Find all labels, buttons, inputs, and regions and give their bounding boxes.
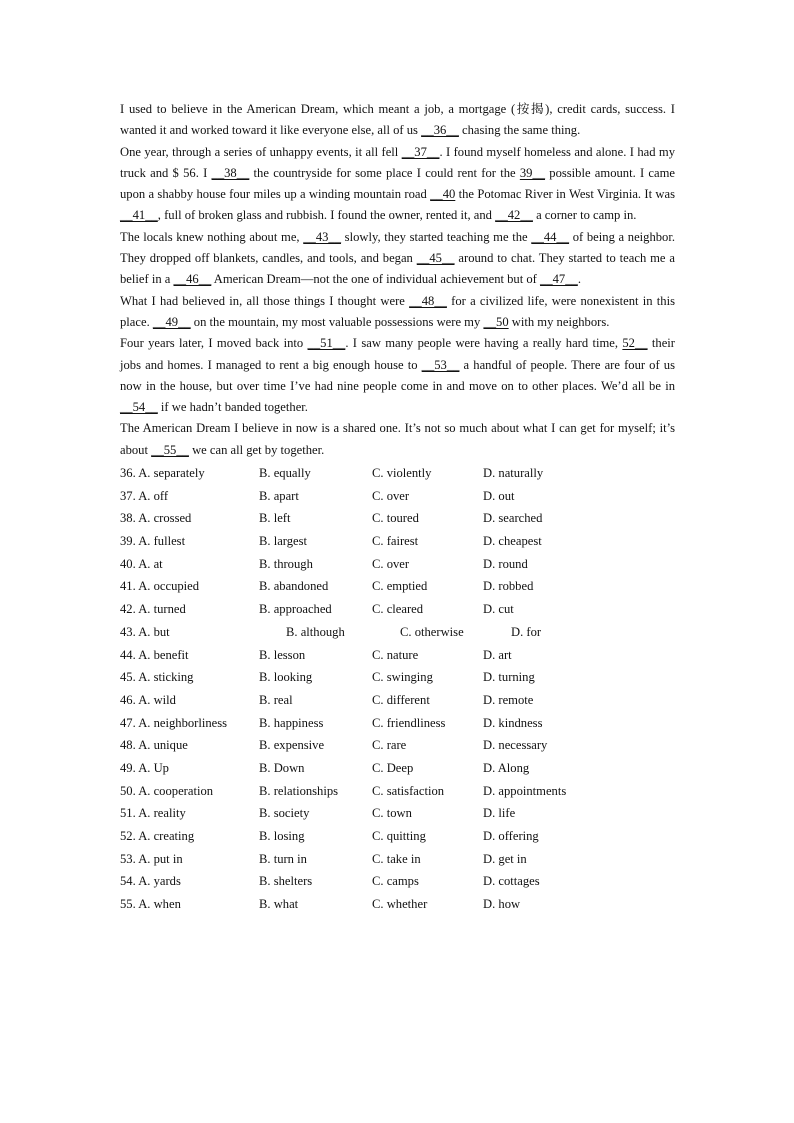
- option-b: B. society: [259, 806, 310, 821]
- option-a: 54. A. yards: [120, 874, 181, 889]
- option-row-52: [120, 825, 675, 848]
- blank-48: __48__: [409, 293, 447, 308]
- option-d: D. robbed: [483, 579, 534, 594]
- option-a: 45. A. sticking: [120, 670, 194, 685]
- passage-text: . I saw many people were having a really hard time,: [345, 336, 623, 351]
- option-c: C. town: [372, 806, 412, 821]
- passage-text: Four years later, I moved back into: [120, 336, 308, 351]
- passage-text: with my neighbors.: [508, 314, 610, 329]
- passage-text: for a civilized life, were nonexistent in this place.: [120, 293, 675, 329]
- blank-42: __42__: [495, 208, 533, 223]
- option-a: 47. A. neighborliness: [120, 715, 228, 730]
- passage-text: of being a neighbor. They dropped off blankets, candles, and tools, and began: [120, 229, 676, 266]
- option-b: B. abandoned: [259, 579, 329, 594]
- option-row-47: [120, 712, 675, 735]
- option-row-43: [120, 621, 675, 644]
- option-a: 41. A. occupied: [120, 579, 200, 594]
- option-c: C. satisfaction: [372, 783, 445, 798]
- passage-text: possible amount. I came upon a shabby house four miles up a winding mountain road: [120, 165, 675, 202]
- option-a: 55. A. when: [120, 897, 181, 912]
- blank-39: 39__: [519, 165, 546, 180]
- option-row-53: [120, 848, 675, 871]
- passage-text: One year, through a series of unhappy events, it all fell: [120, 144, 402, 159]
- option-a: 49. A. Up: [120, 760, 169, 775]
- option-d: D. cottages: [483, 874, 540, 889]
- passage-text: if we hadn’t banded together.: [157, 400, 308, 415]
- passage-text: American Dream—not the one of individual achievement but of: [211, 272, 541, 287]
- option-d: D. necessary: [483, 738, 548, 753]
- answer-options: [120, 462, 675, 916]
- option-b: B. looking: [259, 670, 313, 685]
- passage-text: on the mountain, my most valuable possessions were my: [190, 314, 484, 329]
- option-c: C. take in: [372, 851, 421, 866]
- option-b: B. approached: [259, 602, 332, 617]
- option-a: 37. A. off: [120, 488, 169, 503]
- paragraph-5: [120, 333, 675, 418]
- option-a: 50. A. cooperation: [120, 783, 214, 798]
- option-a: 38. A. crossed: [120, 511, 192, 526]
- option-c: C. otherwise: [400, 624, 464, 639]
- passage-text: .: [577, 272, 581, 287]
- option-row-39: [120, 530, 675, 553]
- option-b: B. largest: [259, 534, 308, 549]
- passage-text: the countryside for some place I could rent for the: [249, 165, 520, 180]
- option-b: B. expensive: [259, 738, 325, 753]
- option-b: B. losing: [259, 829, 305, 844]
- paragraph-3: [120, 227, 675, 291]
- option-a: 42. A. turned: [120, 602, 186, 617]
- passage-text: The locals knew nothing about me,: [120, 229, 304, 244]
- option-d: D. remote: [483, 692, 534, 707]
- option-d: D. Along: [483, 760, 530, 775]
- blank-45: __45__: [416, 251, 455, 266]
- option-b: B. turn in: [259, 851, 307, 866]
- passage-text: we can all get by together.: [188, 442, 325, 457]
- option-row-44: [120, 644, 675, 667]
- option-d: D. turning: [483, 670, 535, 685]
- passage-text: a handful of people. There are four of us now in the house, but over time I’ve had nine people come in and move on to other places. We’d all be in: [120, 357, 675, 393]
- option-b: B. apart: [259, 488, 299, 503]
- option-row-54: [120, 870, 675, 893]
- passage-text: The American Dream I believe in now is a shared one. It’s not so much about what I can get for myself; it’s about: [120, 421, 675, 457]
- blank-44: __44__: [531, 229, 570, 244]
- passage-text: . I found myself homeless and alone. I had my truck and $ 56. I: [120, 144, 676, 180]
- paragraph-1: [120, 99, 675, 142]
- option-c: C. friendliness: [372, 715, 446, 730]
- option-row-38: [120, 507, 675, 530]
- blank-49: __49__: [152, 314, 191, 329]
- option-row-49: [120, 757, 675, 780]
- blank-52: 52__: [622, 336, 648, 351]
- option-c: C. nature: [372, 647, 419, 662]
- option-b: B. Down: [259, 760, 305, 775]
- option-d: D. kindness: [483, 715, 543, 730]
- option-d: D. get in: [483, 851, 527, 866]
- option-c: C. over: [372, 488, 410, 503]
- option-a: 36. A. separately: [120, 466, 205, 481]
- passage-text: slowly, they started teaching me the: [341, 229, 532, 244]
- passage-text: chasing the same thing.: [458, 123, 581, 138]
- passage-text: , full of broken glass and rubbish. I found the owner, rented it, and: [157, 208, 496, 223]
- blank-55: __55__: [151, 442, 189, 457]
- blank-50: __50: [483, 314, 509, 329]
- option-row-42: [120, 598, 675, 621]
- option-row-55: [120, 893, 675, 916]
- blank-41: __41__: [120, 208, 158, 223]
- option-c: C. over: [372, 556, 410, 571]
- option-row-51: [120, 802, 675, 825]
- option-c: C. fairest: [372, 534, 419, 549]
- option-row-37: [120, 485, 675, 508]
- option-b: B. left: [259, 511, 291, 526]
- passage-text: their jobs and homes. I managed to rent a big enough house to: [120, 336, 675, 372]
- cloze-page: [120, 99, 675, 916]
- blank-36: __36__: [421, 123, 459, 138]
- option-c: C. whether: [372, 897, 428, 912]
- option-row-45: [120, 666, 675, 689]
- blank-46: __46__: [173, 272, 212, 287]
- option-a: 43. A. but: [120, 624, 170, 639]
- option-c: C. Deep: [372, 760, 414, 775]
- option-c: C. violently: [372, 466, 432, 481]
- paragraph-4: [120, 291, 675, 334]
- option-b: B. lesson: [259, 647, 306, 662]
- option-a: 48. A. unique: [120, 738, 188, 753]
- option-d: D. naturally: [483, 466, 544, 481]
- option-row-40: [120, 553, 675, 576]
- option-row-48: [120, 734, 675, 757]
- option-a: 52. A. creating: [120, 829, 195, 844]
- option-row-41: [120, 575, 675, 598]
- blank-51: __51__: [307, 336, 346, 351]
- passage-text: the Potomac River in West Virginia. It was: [455, 187, 675, 202]
- paragraph-6: [120, 418, 675, 461]
- option-c: C. swinging: [372, 670, 433, 685]
- option-c: C. camps: [372, 874, 419, 889]
- option-c: C. toured: [372, 511, 419, 526]
- option-a: 53. A. put in: [120, 851, 183, 866]
- option-c: C. rare: [372, 738, 407, 753]
- option-b: B. although: [286, 624, 345, 639]
- option-b: B. through: [259, 556, 313, 571]
- option-c: C. emptied: [372, 579, 428, 594]
- option-b: B. what: [259, 897, 299, 912]
- option-d: D. for: [511, 624, 542, 639]
- option-b: B. relationships: [259, 783, 339, 798]
- option-d: D. offering: [483, 829, 539, 844]
- option-b: B. happiness: [259, 715, 324, 730]
- option-a: 39. A. fullest: [120, 534, 186, 549]
- blank-43: __43__: [303, 229, 342, 244]
- passage-text: a corner to camp in.: [532, 208, 637, 223]
- option-d: D. searched: [483, 511, 543, 526]
- option-a: 46. A. wild: [120, 692, 176, 707]
- option-d: D. art: [483, 647, 512, 662]
- option-b: B. real: [259, 692, 293, 707]
- option-a: 40. A. at: [120, 556, 163, 571]
- option-c: C. cleared: [372, 602, 424, 617]
- option-d: D. how: [483, 897, 521, 912]
- option-d: D. cut: [483, 602, 514, 617]
- blank-38: __38__: [211, 165, 250, 180]
- passage-text: I used to believe in the American Dream, which meant a job, a mortgage (按揭), credit cards, success. I wanted it and worked toward it like everyone else, all of us: [120, 102, 675, 138]
- option-d: D. round: [483, 556, 528, 571]
- option-d: D. appointments: [483, 783, 567, 798]
- option-row-46: [120, 689, 675, 712]
- passage-text: around to chat. They started to teach me a belief in a: [120, 251, 676, 287]
- option-c: C. quitting: [372, 829, 426, 844]
- blank-47: __47__: [540, 272, 578, 287]
- passage: [120, 99, 675, 461]
- paragraph-2: [120, 142, 675, 227]
- option-a: 51. A. reality: [120, 806, 186, 821]
- option-row-50: [120, 780, 675, 803]
- option-a: 44. A. benefit: [120, 647, 189, 662]
- option-row-36: [120, 462, 675, 485]
- passage-text: What I had believed in, all those things I thought were: [120, 293, 410, 308]
- option-b: B. equally: [259, 466, 311, 481]
- blank-54: __54__: [120, 400, 158, 415]
- blank-53: __53__: [421, 357, 460, 372]
- option-d: D. out: [483, 488, 515, 503]
- option-d: D. cheapest: [483, 534, 542, 549]
- blank-40: __40: [430, 187, 456, 202]
- option-c: C. different: [372, 692, 430, 707]
- option-d: D. life: [483, 806, 516, 821]
- option-b: B. shelters: [259, 874, 313, 889]
- blank-37: __37__: [401, 144, 440, 159]
